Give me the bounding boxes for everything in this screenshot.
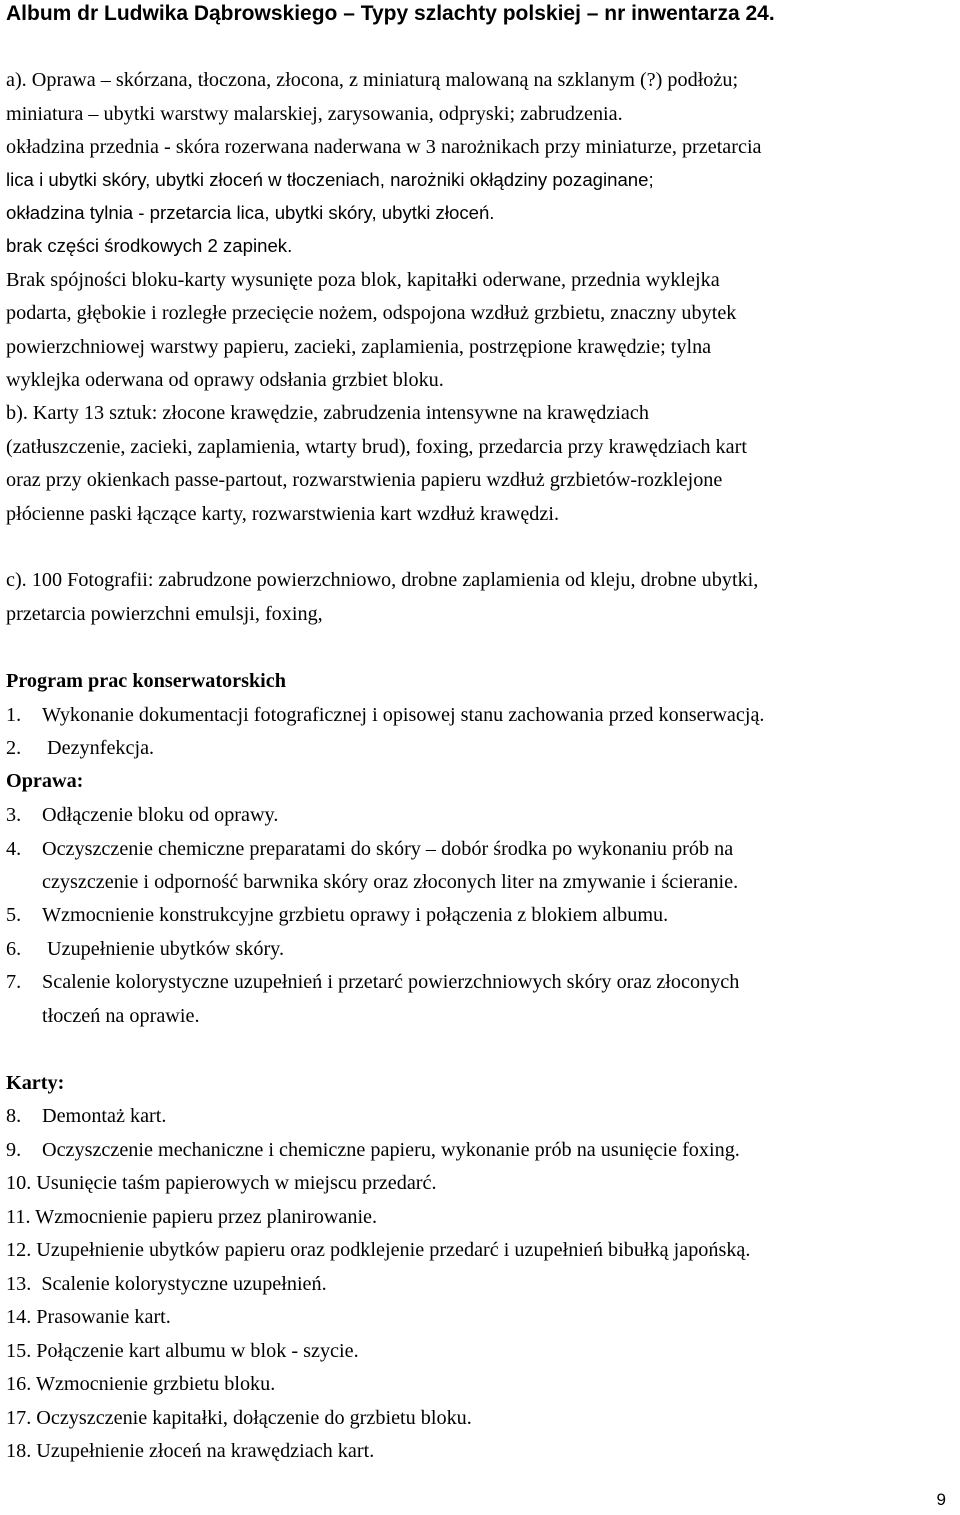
section-a-line: brak części środkowych 2 zapinek.: [6, 235, 293, 256]
item-text: Oczyszczenie chemiczne preparatami do skóry – dobór środka po wykonaniu prób na: [42, 838, 734, 860]
section-c-line: przetarcia powierzchni emulsji, foxing,: [6, 603, 323, 625]
item-text: Dezynfekcja.: [42, 737, 155, 759]
program-item: [6, 902, 668, 928]
program-item: [6, 802, 278, 828]
item-text: Wykonanie dokumentacji fotograficznej i opisowej stanu zachowania przed konserwacją.: [42, 704, 765, 726]
program-item: 10. Usunięcie taśm papierowych w miejscu przedarć.: [6, 1172, 437, 1194]
program-item-continuation: [6, 869, 738, 895]
item-number: 6.: [6, 938, 22, 960]
section-a-line: a). Oprawa – skórzana, tłoczona, złocona, z miniaturą malowaną na szklanym (?) podłożu;: [6, 69, 739, 91]
program-item: 13. Scalenie kolorystyczne uzupełnień.: [6, 1273, 327, 1295]
item-number: 2.: [6, 737, 22, 759]
program-item: [6, 836, 733, 862]
program-item: 15. Połączenie kart albumu w blok - szycie.: [6, 1340, 359, 1362]
item-number: 4.: [6, 838, 22, 860]
program-heading: Program prac konserwatorskich: [6, 670, 286, 692]
item-number: 1.: [6, 704, 22, 726]
program-item: 14. Prasowanie kart.: [6, 1306, 171, 1328]
item-number: 9.: [6, 1139, 22, 1161]
item-number: 7.: [6, 971, 22, 993]
program-item: 18. Uzupełnienie złoceń na krawędziach kart.: [6, 1440, 375, 1462]
program-item: [6, 936, 284, 962]
item-text: tłoczeń na oprawie.: [42, 1005, 200, 1027]
section-b-line: b). Karty 13 sztuk: złocone krawędzie, zabrudzenia intensywne na krawędziach: [6, 402, 649, 424]
program-item-continuation: [6, 1003, 200, 1029]
section-b-line: płócienne paski łączące karty, rozwarstwienia kart wzdłuż krawędzi.: [6, 503, 560, 525]
item-text: Oczyszczenie mechaniczne i chemiczne papieru, wykonanie prób na usunięcie foxing.: [42, 1139, 740, 1161]
section-a-line: podarta, głębokie i rozległe przecięcie nożem, odspojona wzdłuż grzbietu, znaczny ubytek: [6, 302, 737, 324]
section-a-line: miniatura – ubytki warstwy malarskiej, zarysowania, odpryski; zabrudzenia.: [6, 103, 623, 125]
section-a-line: okładzina tylnia - przetarcia lica, ubytki skóry, ubytki złoceń.: [6, 202, 495, 223]
item-text: Demontaż kart.: [42, 1105, 167, 1127]
section-a-line: wyklejka oderwana od oprawy odsłania grzbiet bloku.: [6, 369, 444, 391]
karty-heading: Karty:: [6, 1072, 65, 1094]
program-item: [6, 1103, 166, 1129]
item-text: Odłączenie bloku od oprawy.: [42, 804, 279, 826]
item-text: Scalenie kolorystyczne uzupełnień i przetarć powierzchniowych skóry oraz złoconych: [42, 971, 740, 993]
program-item: [6, 1137, 740, 1163]
page-number: 9: [936, 1490, 946, 1509]
program-item: 16. Wzmocnienie grzbietu bloku.: [6, 1373, 276, 1395]
program-item: 12. Uzupełnienie ubytków papieru oraz podklejenie przedarć i uzupełnień bibułką japońską.: [6, 1239, 751, 1261]
section-c-line: c). 100 Fotografii: zabrudzone powierzchniowo, drobne zaplamienia od kleju, drobne ubytki,: [6, 569, 759, 591]
program-item: [6, 702, 764, 728]
item-number: 5.: [6, 904, 22, 926]
section-a-line: powierzchniowej warstwy papieru, zacieki, zaplamienia, postrzępione krawędzie; tylna: [6, 336, 712, 358]
program-item: [6, 735, 154, 761]
section-b-line: oraz przy okienkach passe-partout, rozwarstwienia papieru wzdłuż grzbietów-rozklejone: [6, 469, 723, 491]
oprawa-heading: Oprawa:: [6, 770, 84, 792]
section-a-line: lica i ubytki skóry, ubytki złoceń w tłoczeniach, narożniki okłądziny pozaginane;: [6, 169, 654, 190]
program-item: 17. Oczyszczenie kapitałki, dołączenie do grzbietu bloku.: [6, 1407, 472, 1429]
section-a-line: Brak spójności bloku-karty wysunięte poza blok, kapitałki oderwane, przednia wyklejka: [6, 269, 720, 291]
program-item: [6, 969, 739, 995]
document-title: Album dr Ludwika Dąbrowskiego – Typy szlachty polskiej – nr inwentarza 24.: [6, 2, 775, 25]
item-text: Uzupełnienie ubytków skóry.: [42, 938, 285, 960]
item-text: czyszczenie i odporność barwnika skóry oraz złoconych liter na zmywanie i ścieranie.: [42, 871, 739, 893]
item-text: Wzmocnienie konstrukcyjne grzbietu oprawy i połączenia z blokiem albumu.: [42, 904, 669, 926]
section-a-line: okładzina przednia - skóra rozerwana naderwana w 3 narożnikach przy miniaturze, przetarcia: [6, 136, 762, 158]
program-item: 11. Wzmocnienie papieru przez planirowanie.: [6, 1206, 378, 1228]
section-b-line: (zatłuszczenie, zacieki, zaplamienia, wtarty brud), foxing, przedarcia przy krawędziach kart: [6, 436, 747, 458]
item-number: 8.: [6, 1105, 22, 1127]
item-number: 3.: [6, 804, 22, 826]
